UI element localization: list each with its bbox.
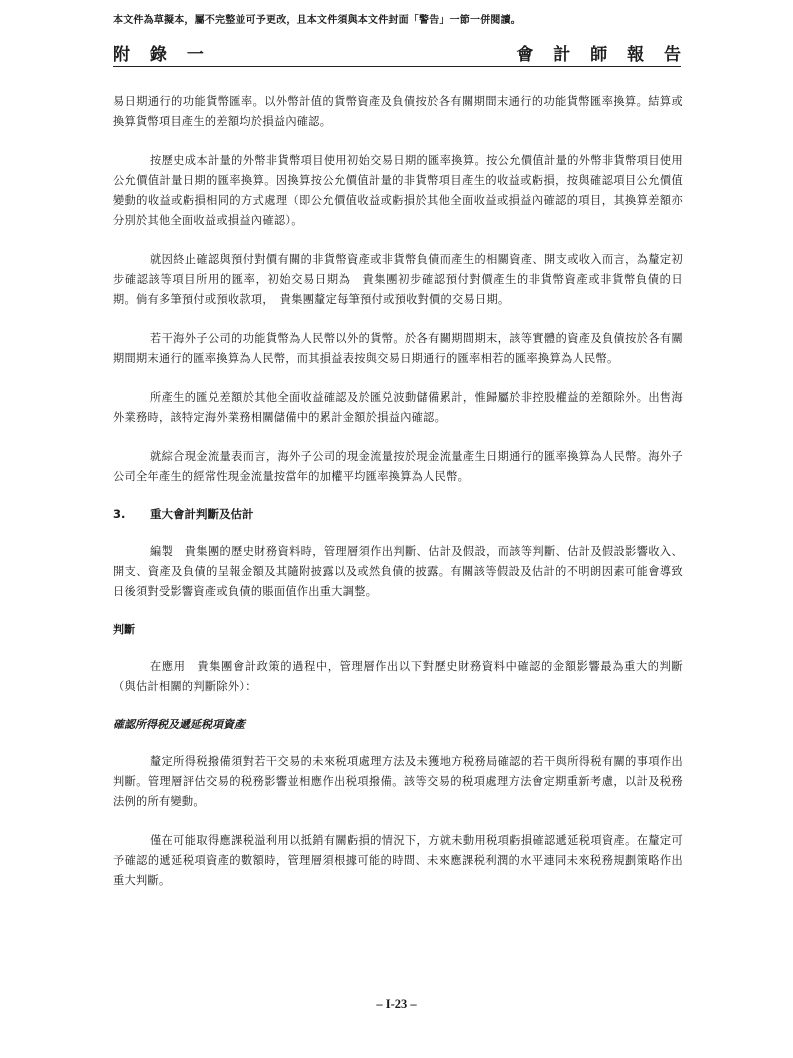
appendix-label: 附 錄 一 — [113, 45, 211, 65]
section-number: 3. — [113, 507, 126, 521]
paragraph-cash-flows: 就綜合現金流量表而言，海外子公司的現金流量按於現金流量產生日期通行的匯率換算為人民幣。海外子公司全年產生的經常性現金流量按當年的加權平均匯率換算為人民幣。 — [113, 450, 683, 483]
subheading-deferred-tax: 確認所得税及遞延税項資產 — [113, 718, 245, 731]
paragraph-advance-consideration: 就因終止確認與預付對價有關的非貨幣資產或非貨幣負債而產生的相關資產、開支或收入而言，為釐定初步確認該等項目所用的匯率，初始交易日期為 貴集團初步確認預付對價產生的非貨幣資產或非貨幣負債的日期。倘有多筆預付或預收款項， 貴集團釐定每筆預付或預收對價的交易日期。 — [113, 253, 683, 306]
page-header — [113, 38, 688, 67]
document-body — [113, 92, 683, 891]
subheading-judgements: 判斷 — [113, 623, 135, 636]
page-number: – I-23 – — [376, 997, 417, 1011]
draft-notice: 本文件為草擬本，屬不完整並可予更改，且本文件須與本文件封面「警告」一節一併閱讀。 — [113, 15, 521, 26]
paragraph-non-monetary-items: 按歷史成本計量的外幣非貨幣項目使用初始交易日期的匯率換算。按公允價值計量的外幣非貨幣項目使用公允價值計量日期的匯率換算。因換算按公允價值計量的非貨幣項目產生的收益或虧損，按與確認項目公允價值變動的收益或虧損相同的方式處理（即公允價值收益或虧損於其他全面收益或損益內確認的項目，其換算差額亦分別於其他全面收益或損益內確認）。 — [113, 154, 683, 227]
paragraph-income-tax-provision: 釐定所得税撥備須對若干交易的未來税項處理方法及未獲地方税務局確認的若干與所得税有關的事項作出判斷。管理層評估交易的税務影響並相應作出税項撥備。該等交易的税項處理方法會定期重新考慮，以計及税務法例的所有變動。 — [113, 755, 683, 808]
section-heading — [113, 506, 683, 522]
section-title: 重大會計判斷及估計 — [150, 507, 254, 521]
paragraph-judgements-intro: 編製 貴集團的歷史財務資料時，管理層須作出判斷、估計及假設，而該等判斷、估計及假設影響收入、開支、資產及負債的呈報金額及其隨附披露以及或然負債的披露。有關該等假設及估計的不明朗因素可能會導致日後須對受影響資產或負債的賬面值作出重大調整。 — [113, 545, 683, 598]
paragraph-accounting-policies: 在應用 貴集團會計政策的過程中，管理層作出以下對歷史財務資料中確認的金額影響最為重大的判斷（與估計相關的判斷除外）： — [113, 660, 683, 693]
paragraph-deferred-tax-assets: 僅在可能取得應課税溢利用以抵銷有關虧損的情況下，方就未動用税項虧損確認遞延税項資產。在釐定可予確認的遞延税項資產的數額時，管理層須根據可能的時間、未來應課税利潤的水平連同未來税務規劃策略作出重大判斷。 — [113, 834, 683, 887]
paragraph-exchange-differences: 所產生的匯兑差額於其他全面收益確認及於匯兑波動儲備累計，惟歸屬於非控股權益的差額除外。出售海外業務時，該特定海外業務相關儲備中的累計金額於損益內確認。 — [113, 391, 683, 424]
report-title: 會 計 師 報 告 — [516, 45, 688, 65]
paragraph-translation-continued: 易日期通行的功能貨幣匯率。以外幣計值的貨幣資產及負債按於各有關期間末通行的功能貨幣匯率換算。結算或換算貨幣項目產生的差額均於損益內確認。 — [113, 95, 683, 128]
paragraph-overseas-subsidiaries: 若干海外子公司的功能貨幣為人民幣以外的貨幣。於各有關期間期末，該等實體的資產及負債按於各有關期間期末通行的匯率換算為人民幣，而其損益表按與交易日期通行的匯率相若的匯率換算為人民幣。 — [113, 332, 683, 365]
